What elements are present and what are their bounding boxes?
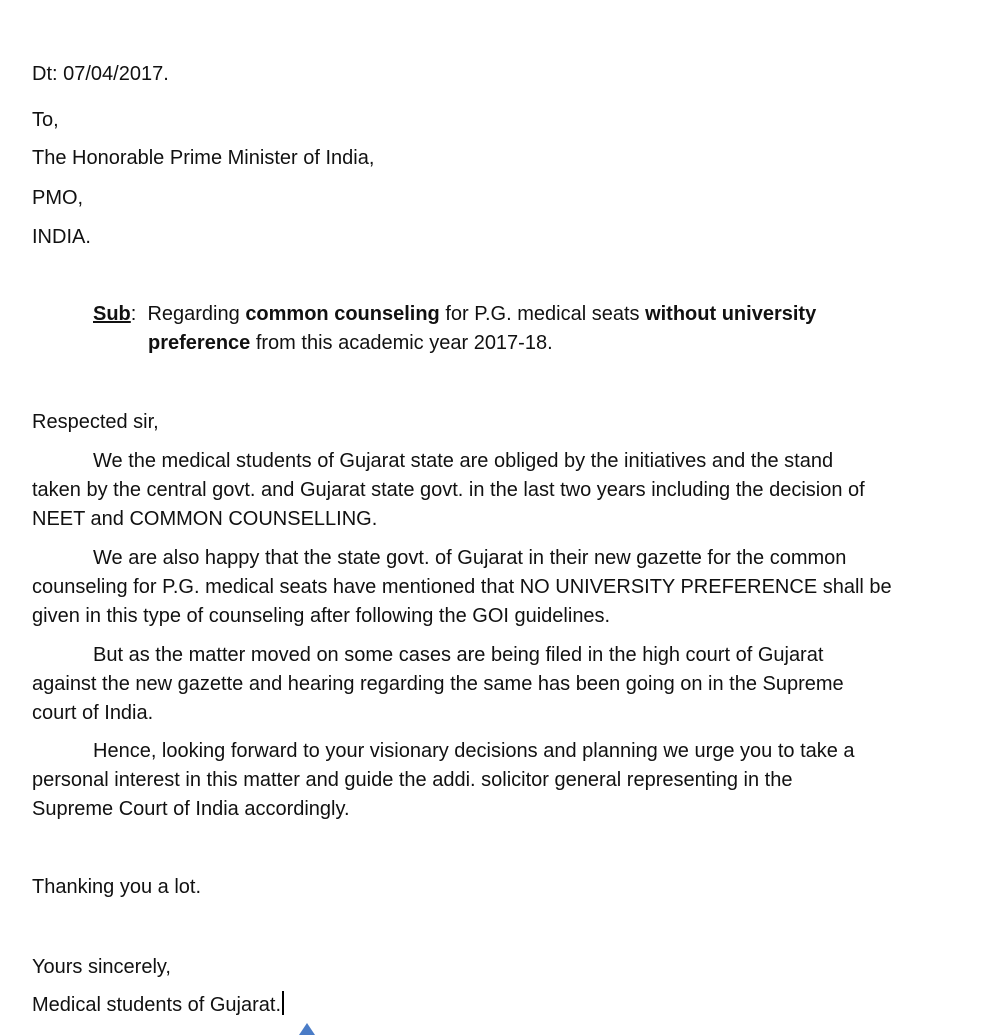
- subject-text-3: from this academic year 2017-18.: [250, 332, 553, 354]
- letter-subject: [93, 300, 893, 358]
- letter-date: Dt: 07/04/2017.: [32, 63, 169, 85]
- subject-line-1: [93, 300, 893, 329]
- paragraph-line: [32, 737, 952, 766]
- text-cursor-icon: [282, 991, 284, 1015]
- subject-bold-2: without university: [645, 303, 817, 325]
- letter-to: To,: [32, 109, 59, 131]
- paragraph-line-text: We are also happy that the state govt. of Gujarat in their new gazette for the common: [93, 547, 847, 569]
- subject-bold-3: preference: [148, 332, 251, 354]
- body-paragraph-4: [32, 737, 952, 824]
- letter-signature: Medical students of Gujarat.: [32, 994, 282, 1016]
- paragraph-line: given in this type of counseling after following the GOI guidelines.: [32, 605, 611, 627]
- paragraph-line: [32, 447, 952, 476]
- subject-bold-1: common counseling: [245, 303, 440, 325]
- letter-addressee: The Honorable Prime Minister of India,: [32, 147, 375, 169]
- paragraph-line: [32, 544, 952, 573]
- letter-office: PMO,: [32, 187, 84, 209]
- letter-thanks: Thanking you a lot.: [32, 876, 201, 898]
- paragraph-line: court of India.: [32, 702, 154, 724]
- paragraph-line: taken by the central govt. and Gujarat state govt. in the last two years including the decision of: [32, 479, 865, 501]
- subject-text-2: for P.G. medical seats: [439, 303, 646, 325]
- letter-salutation: Respected sir,: [32, 411, 159, 433]
- body-paragraph-1: [32, 447, 952, 534]
- letter-country: INDIA.: [32, 226, 91, 248]
- letter-closing: Yours sincerely,: [32, 956, 171, 978]
- paragraph-line: counseling for P.G. medical seats have mentioned that NO UNIVERSITY PREFERENCE shall be: [32, 576, 892, 598]
- subject-colon: :: [130, 303, 137, 325]
- paragraph-line-text: Hence, looking forward to your visionary decisions and planning we urge you to take a: [93, 740, 855, 762]
- subject-label: Sub: [93, 303, 131, 325]
- subject-line-2: [93, 329, 893, 358]
- paragraph-line-text: But as the matter moved on some cases are being filed in the high court of Gujarat: [93, 644, 824, 666]
- paragraph-line-text: We the medical students of Gujarat state are obliged by the initiatives and the stand: [93, 450, 834, 472]
- body-paragraph-2: [32, 544, 952, 631]
- body-paragraph-3: [32, 641, 952, 728]
- paragraph-line: NEET and COMMON COUNSELLING.: [32, 508, 378, 530]
- paragraph-line: Supreme Court of India accordingly.: [32, 798, 350, 820]
- paragraph-line: personal interest in this matter and guide the addi. solicitor general representing in the: [32, 769, 793, 791]
- subject-text-1: Regarding: [136, 303, 246, 325]
- triangle-pointer-icon[interactable]: [299, 1023, 315, 1035]
- letter-signature-line[interactable]: [32, 991, 284, 1020]
- paragraph-line: against the new gazette and hearing regarding the same has been going on in the Supreme: [32, 673, 844, 695]
- paragraph-line: [32, 641, 952, 670]
